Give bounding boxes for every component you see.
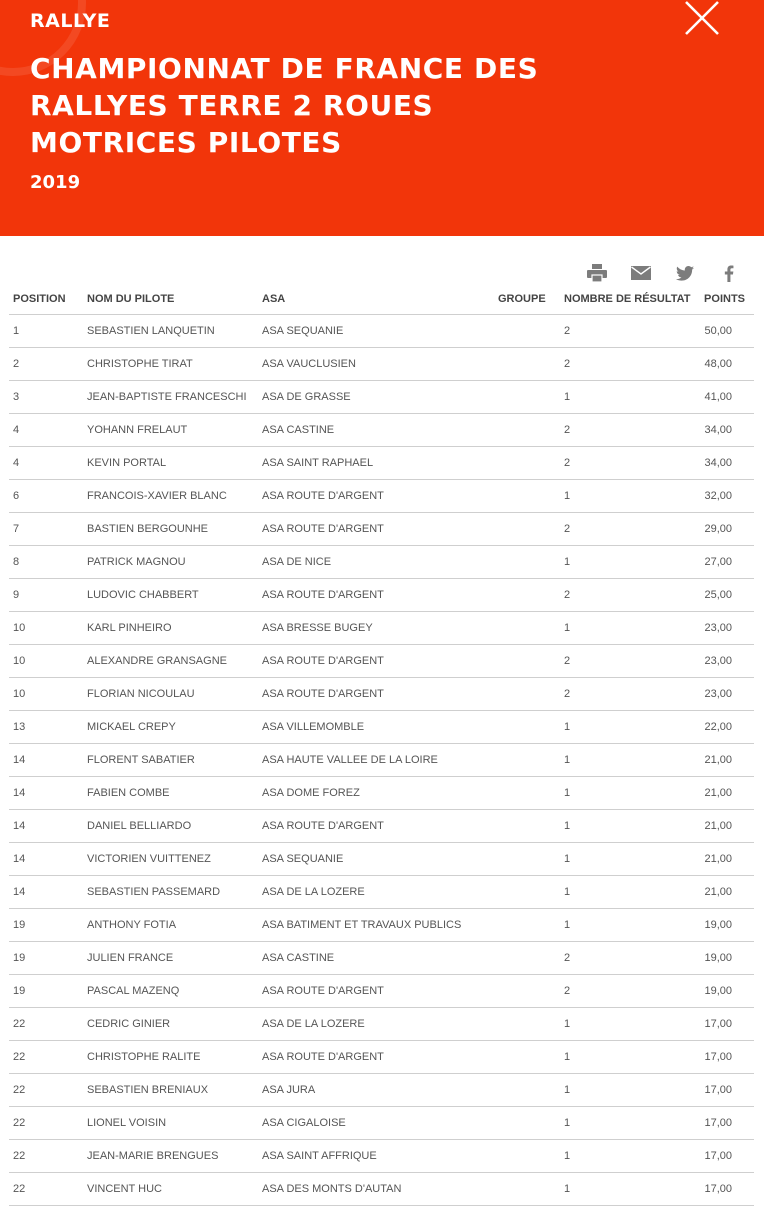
cell-results-count: 2 <box>558 942 694 975</box>
column-header-results: NOMBRE DE RÉSULTAT <box>558 283 694 315</box>
cell-points: 21,00 <box>694 810 754 843</box>
cell-pilot-name: FLORENT SABATIER <box>87 744 262 777</box>
cell-asa: ASA DE LA LOZERE <box>262 876 498 909</box>
table-row <box>9 711 754 744</box>
page-header <box>0 0 764 236</box>
cell-results-count: 1 <box>558 1074 694 1107</box>
twitter-button[interactable] <box>672 262 698 284</box>
cell-position: 19 <box>9 942 87 975</box>
cell-points: 48,00 <box>694 348 754 381</box>
cell-asa: ASA HAUTE VALLEE DE LA LOIRE <box>262 744 498 777</box>
column-header-pilot: NOM DU PILOTE <box>87 283 262 315</box>
cell-pilot-name: JULIEN FRANCE <box>87 942 262 975</box>
cell-points: 21,00 <box>694 876 754 909</box>
cell-results-count: 1 <box>558 810 694 843</box>
cell-points: 17,00 <box>694 1107 754 1140</box>
cell-pilot-name: BASTIEN BERGOUNHE <box>87 513 262 546</box>
cell-asa: ASA VILLEMOMBLE <box>262 711 498 744</box>
cell-groupe <box>498 480 558 513</box>
cell-pilot-name: LIONEL VOISIN <box>87 1107 262 1140</box>
cell-position: 22 <box>9 1041 87 1074</box>
cell-points: 34,00 <box>694 447 754 480</box>
cell-position: 13 <box>9 711 87 744</box>
cell-pilot-name: SEBASTIEN PASSEMARD <box>87 876 262 909</box>
cell-groupe <box>498 1140 558 1173</box>
cell-position: 22 <box>9 1074 87 1107</box>
cell-pilot-name: VINCENT HUC <box>87 1173 262 1206</box>
cell-points: 29,00 <box>694 513 754 546</box>
table-row <box>9 1041 754 1074</box>
cell-position: 1 <box>9 315 87 348</box>
cell-groupe <box>498 1041 558 1074</box>
cell-pilot-name: CHRISTOPHE TIRAT <box>87 348 262 381</box>
table-row <box>9 975 754 1008</box>
cell-position: 10 <box>9 612 87 645</box>
cell-asa: ASA CASTINE <box>262 414 498 447</box>
table-row <box>9 513 754 546</box>
column-header-points: POINTS <box>694 283 754 315</box>
twitter-icon <box>676 266 694 281</box>
table-body <box>9 315 754 1206</box>
cell-points: 27,00 <box>694 546 754 579</box>
cell-points: 17,00 <box>694 1173 754 1206</box>
cell-asa: ASA BATIMENT ET TRAVAUX PUBLICS <box>262 909 498 942</box>
cell-points: 17,00 <box>694 1041 754 1074</box>
cell-results-count: 2 <box>558 414 694 447</box>
cell-points: 21,00 <box>694 843 754 876</box>
cell-groupe <box>498 513 558 546</box>
cell-points: 17,00 <box>694 1140 754 1173</box>
column-header-groupe: GROUPE <box>498 283 558 315</box>
cell-results-count: 1 <box>558 909 694 942</box>
cell-results-count: 2 <box>558 678 694 711</box>
cell-groupe <box>498 810 558 843</box>
cell-groupe <box>498 546 558 579</box>
cell-position: 9 <box>9 579 87 612</box>
cell-pilot-name: ALEXANDRE GRANSAGNE <box>87 645 262 678</box>
cell-position: 22 <box>9 1173 87 1206</box>
cell-results-count: 1 <box>558 1041 694 1074</box>
cell-asa: ASA BRESSE BUGEY <box>262 612 498 645</box>
cell-results-count: 2 <box>558 447 694 480</box>
cell-asa: ASA ROUTE D'ARGENT <box>262 810 498 843</box>
cell-groupe <box>498 381 558 414</box>
cell-pilot-name: VICTORIEN VUITTENEZ <box>87 843 262 876</box>
cell-pilot-name: CHRISTOPHE RALITE <box>87 1041 262 1074</box>
cell-position: 8 <box>9 546 87 579</box>
cell-pilot-name: KEVIN PORTAL <box>87 447 262 480</box>
cell-pilot-name: SEBASTIEN BRENIAUX <box>87 1074 262 1107</box>
cell-position: 2 <box>9 348 87 381</box>
cell-groupe <box>498 744 558 777</box>
table-row <box>9 876 754 909</box>
cell-position: 19 <box>9 909 87 942</box>
cell-results-count: 1 <box>558 1107 694 1140</box>
cell-groupe <box>498 909 558 942</box>
cell-position: 10 <box>9 678 87 711</box>
cell-pilot-name: JEAN-MARIE BRENGUES <box>87 1140 262 1173</box>
cell-position: 10 <box>9 645 87 678</box>
cell-pilot-name: ANTHONY FOTIA <box>87 909 262 942</box>
cell-pilot-name: PATRICK MAGNOU <box>87 546 262 579</box>
cell-position: 4 <box>9 414 87 447</box>
page-title: CHAMPIONNAT DE FRANCE DES RALLYES TERRE 2 ROUES MOTRICES PILOTES <box>30 52 539 159</box>
cell-groupe <box>498 645 558 678</box>
cell-asa: ASA ROUTE D'ARGENT <box>262 678 498 711</box>
cell-pilot-name: MICKAEL CREPY <box>87 711 262 744</box>
table-row <box>9 909 754 942</box>
print-button[interactable] <box>584 262 610 284</box>
cell-results-count: 2 <box>558 315 694 348</box>
table-row <box>9 1074 754 1107</box>
table-row <box>9 315 754 348</box>
cell-results-count: 1 <box>558 711 694 744</box>
cell-position: 22 <box>9 1140 87 1173</box>
cell-position: 14 <box>9 843 87 876</box>
cell-asa: ASA SAINT RAPHAEL <box>262 447 498 480</box>
table-row <box>9 777 754 810</box>
cell-results-count: 1 <box>558 1173 694 1206</box>
print-icon <box>587 264 607 282</box>
table-row <box>9 1173 754 1206</box>
cell-pilot-name: KARL PINHEIRO <box>87 612 262 645</box>
cell-results-count: 1 <box>558 744 694 777</box>
cell-position: 14 <box>9 876 87 909</box>
cell-points: 17,00 <box>694 1008 754 1041</box>
cell-position: 6 <box>9 480 87 513</box>
facebook-button[interactable] <box>716 262 742 284</box>
cell-points: 19,00 <box>694 909 754 942</box>
cell-position: 14 <box>9 777 87 810</box>
cell-asa: ASA SAINT AFFRIQUE <box>262 1140 498 1173</box>
cell-groupe <box>498 315 558 348</box>
cell-groupe <box>498 1074 558 1107</box>
cell-points: 21,00 <box>694 777 754 810</box>
cell-asa: ASA SEQUANIE <box>262 843 498 876</box>
cell-points: 23,00 <box>694 678 754 711</box>
table-header-row <box>9 283 754 315</box>
cell-points: 50,00 <box>694 315 754 348</box>
table-row <box>9 414 754 447</box>
cell-groupe <box>498 777 558 810</box>
cell-points: 19,00 <box>694 942 754 975</box>
cell-position: 22 <box>9 1107 87 1140</box>
cell-asa: ASA ROUTE D'ARGENT <box>262 975 498 1008</box>
cell-asa: ASA DES MONTS D'AUTAN <box>262 1173 498 1206</box>
cell-groupe <box>498 876 558 909</box>
cell-points: 23,00 <box>694 612 754 645</box>
cell-groupe <box>498 975 558 1008</box>
cell-position: 3 <box>9 381 87 414</box>
cell-pilot-name: YOHANN FRELAUT <box>87 414 262 447</box>
cell-results-count: 1 <box>558 1140 694 1173</box>
table-row <box>9 1140 754 1173</box>
cell-asa: ASA DE NICE <box>262 546 498 579</box>
table-row <box>9 546 754 579</box>
cell-results-count: 1 <box>558 777 694 810</box>
cell-points: 25,00 <box>694 579 754 612</box>
category-label: RALLYE <box>30 10 111 32</box>
cell-pilot-name: SEBASTIEN LANQUETIN <box>87 315 262 348</box>
cell-groupe <box>498 1173 558 1206</box>
column-header-asa: ASA <box>262 283 498 315</box>
table-row <box>9 843 754 876</box>
facebook-icon <box>724 265 734 282</box>
table-row <box>9 645 754 678</box>
email-button[interactable] <box>628 262 654 284</box>
cell-groupe <box>498 942 558 975</box>
cell-points: 23,00 <box>694 645 754 678</box>
table-row <box>9 810 754 843</box>
table-row <box>9 744 754 777</box>
table-row <box>9 348 754 381</box>
cell-groupe <box>498 579 558 612</box>
cell-position: 4 <box>9 447 87 480</box>
cell-groupe <box>498 1107 558 1140</box>
cell-asa: ASA ROUTE D'ARGENT <box>262 513 498 546</box>
table-row <box>9 381 754 414</box>
close-icon <box>680 0 724 38</box>
cell-asa: ASA ROUTE D'ARGENT <box>262 579 498 612</box>
mail-icon <box>631 266 651 280</box>
cell-results-count: 1 <box>558 876 694 909</box>
cell-asa: ASA VAUCLUSIEN <box>262 348 498 381</box>
cell-pilot-name: LUDOVIC CHABBERT <box>87 579 262 612</box>
cell-groupe <box>498 612 558 645</box>
cell-pilot-name: FABIEN COMBE <box>87 777 262 810</box>
cell-position: 22 <box>9 1008 87 1041</box>
table-row <box>9 612 754 645</box>
close-button[interactable] <box>680 0 724 38</box>
cell-groupe <box>498 414 558 447</box>
cell-asa: ASA SEQUANIE <box>262 315 498 348</box>
cell-asa: ASA CIGALOISE <box>262 1107 498 1140</box>
table-row <box>9 1107 754 1140</box>
cell-results-count: 1 <box>558 843 694 876</box>
cell-groupe <box>498 447 558 480</box>
table-row <box>9 447 754 480</box>
cell-pilot-name: PASCAL MAZENQ <box>87 975 262 1008</box>
cell-groupe <box>498 711 558 744</box>
cell-points: 21,00 <box>694 744 754 777</box>
cell-asa: ASA DE LA LOZERE <box>262 1008 498 1041</box>
cell-points: 34,00 <box>694 414 754 447</box>
cell-pilot-name: JEAN-BAPTISTE FRANCESCHI <box>87 381 262 414</box>
cell-points: 22,00 <box>694 711 754 744</box>
cell-asa: ASA JURA <box>262 1074 498 1107</box>
cell-groupe <box>498 1008 558 1041</box>
cell-groupe <box>498 678 558 711</box>
table-row <box>9 678 754 711</box>
standings-table <box>9 283 754 1206</box>
cell-results-count: 1 <box>558 381 694 414</box>
table-row <box>9 1008 754 1041</box>
cell-groupe <box>498 843 558 876</box>
cell-asa: ASA DOME FOREZ <box>262 777 498 810</box>
table-row <box>9 579 754 612</box>
cell-results-count: 2 <box>558 975 694 1008</box>
cell-asa: ASA ROUTE D'ARGENT <box>262 645 498 678</box>
cell-points: 32,00 <box>694 480 754 513</box>
cell-results-count: 1 <box>558 480 694 513</box>
season-year: 2019 <box>30 172 81 193</box>
cell-results-count: 2 <box>558 645 694 678</box>
column-header-position: POSITION <box>9 283 87 315</box>
cell-results-count: 2 <box>558 579 694 612</box>
cell-points: 41,00 <box>694 381 754 414</box>
cell-results-count: 1 <box>558 546 694 579</box>
cell-pilot-name: DANIEL BELLIARDO <box>87 810 262 843</box>
cell-pilot-name: CEDRIC GINIER <box>87 1008 262 1041</box>
cell-position: 14 <box>9 810 87 843</box>
table-row <box>9 942 754 975</box>
cell-position: 19 <box>9 975 87 1008</box>
cell-asa: ASA ROUTE D'ARGENT <box>262 480 498 513</box>
cell-results-count: 2 <box>558 513 694 546</box>
cell-position: 14 <box>9 744 87 777</box>
cell-groupe <box>498 348 558 381</box>
cell-results-count: 1 <box>558 1008 694 1041</box>
cell-asa: ASA DE GRASSE <box>262 381 498 414</box>
cell-results-count: 1 <box>558 612 694 645</box>
cell-points: 19,00 <box>694 975 754 1008</box>
cell-pilot-name: FLORIAN NICOULAU <box>87 678 262 711</box>
cell-asa: ASA CASTINE <box>262 942 498 975</box>
cell-position: 7 <box>9 513 87 546</box>
cell-asa: ASA ROUTE D'ARGENT <box>262 1041 498 1074</box>
cell-points: 17,00 <box>694 1074 754 1107</box>
share-toolbar <box>584 262 742 284</box>
cell-results-count: 2 <box>558 348 694 381</box>
cell-pilot-name: FRANCOIS-XAVIER BLANC <box>87 480 262 513</box>
table-row <box>9 480 754 513</box>
